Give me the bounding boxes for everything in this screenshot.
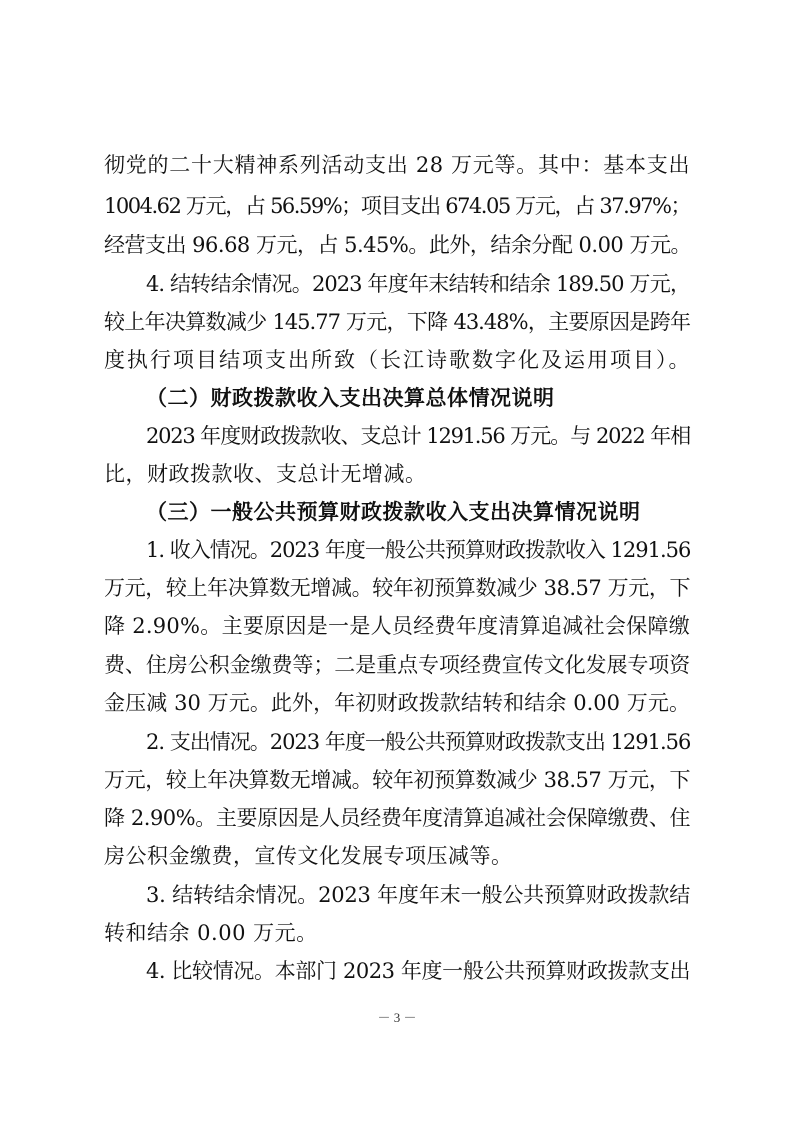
paragraph-line: 度执行项目结项支出所致（长江诗歌数字化及运用项目）。 xyxy=(104,348,690,372)
paragraph-line: 彻党的二十大精神系列活动支出 28 万元等。其中：基本支出 xyxy=(104,153,690,177)
paragraph-line: 比，财政拨款收、支总计无增减。 xyxy=(104,462,427,486)
paragraph-line: 2. 支出情况。2023 年度一般公共预算财政拨款支出 1291.56 xyxy=(146,730,691,754)
section-heading: （二）财政拨款收入支出决算总体情况说明 xyxy=(146,386,555,410)
paragraph-line: 较上年决算数减少 145.77 万元，下降 43.48%，主要原因是跨年 xyxy=(104,310,690,334)
paragraph-line: 1004.62 万元，占 56.59%；项目支出 674.05 万元，占 37.97%； xyxy=(104,194,690,218)
paragraph-line: 1. 收入情况。2023 年度一般公共预算财政拨款收入 1291.56 xyxy=(146,538,691,562)
paragraph-line: 降 2.90%。主要原因是一是人员经费年度清算追减社会保障缴 xyxy=(104,614,690,638)
paragraph-line: 3. 结转结余情况。2023 年度年末一般公共预算财政拨款结 xyxy=(146,883,690,907)
paragraph-line: 万元，较上年决算数无增减。较年初预算数减少 38.57 万元，下 xyxy=(104,576,690,600)
paragraph-line: 4. 比较情况。本部门 2023 年度一般公共预算财政拨款支出 xyxy=(146,959,690,983)
paragraph-line: 房公积金缴费，宣传文化发展专项压减等。 xyxy=(104,844,513,868)
page-number: － 3 － xyxy=(377,1010,417,1025)
paragraph-line: 金压减 30 万元。此外，年初财政拨款结转和结余 0.00 万元。 xyxy=(104,691,690,715)
paragraph-line: 费、住房公积金缴费等；二是重点专项经费宣传文化发展专项资 xyxy=(104,653,690,677)
paragraph-line: 2023 年度财政拨款收、支总计 1291.56 万元。与 2022 年相 xyxy=(146,424,690,448)
paragraph-line: 经营支出 96.68 万元，占 5.45%。此外，结余分配 0.00 万元。 xyxy=(104,233,691,257)
section-heading: （三）一般公共预算财政拨款收入支出决算情况说明 xyxy=(146,500,641,524)
paragraph-line: 万元，较上年决算数无增减。较年初预算数减少 38.57 万元，下 xyxy=(104,768,690,792)
paragraph-line: 转和结余 0.00 万元。 xyxy=(104,921,318,945)
paragraph-line: 降 2.90%。主要原因是人员经费年度清算追减社会保障缴费、住 xyxy=(104,806,690,830)
paragraph-line: 4. 结转结余情况。2023 年度年末结转和结余 189.50 万元， xyxy=(146,272,690,296)
